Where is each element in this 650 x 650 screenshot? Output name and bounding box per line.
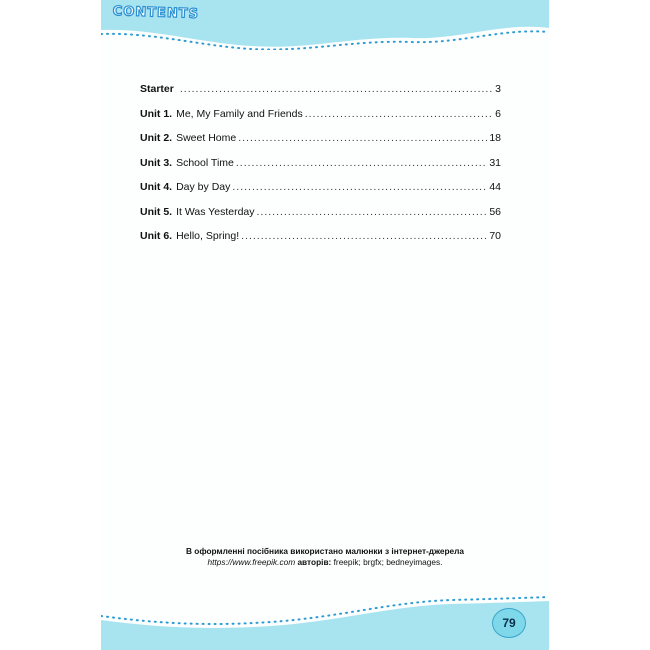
toc-row-starter[interactable]: [140, 77, 501, 102]
toc-page: 6: [495, 107, 501, 120]
credits-authors: freepik; brgfx; bedneyimages.: [333, 557, 443, 567]
contents-title: CONTENTS: [112, 4, 200, 23]
toc-title: Hello, Spring!: [176, 230, 240, 242]
footer-band: [101, 596, 549, 650]
toc-unit: Unit 1.: [140, 107, 173, 120]
toc-page: 3: [495, 83, 501, 95]
toc-unit: Unit 4.: [140, 181, 173, 193]
document-page: [101, 0, 549, 650]
leader-dots: [305, 102, 493, 127]
leader-dots: [232, 175, 487, 200]
toc-page: 70: [489, 230, 501, 242]
toc-unit: Unit 3.: [140, 156, 173, 169]
toc-title: It Was Yesterday: [176, 205, 255, 218]
toc-unit: Unit 5.: [140, 205, 173, 218]
toc-page: 18: [489, 132, 501, 144]
leader-dots: [180, 77, 493, 102]
leader-dots: [236, 151, 487, 176]
credits-url[interactable]: https://www.freepik.com: [207, 557, 296, 567]
toc-unit: Unit 2.: [140, 132, 173, 144]
toc-row-unit-1[interactable]: [140, 102, 501, 127]
table-of-contents: [140, 77, 501, 249]
toc-row-unit-4[interactable]: [140, 175, 501, 200]
toc-row-unit-5[interactable]: [140, 200, 501, 225]
credits-sources: [101, 557, 549, 568]
credits-authors-label: авторів:: [297, 557, 332, 567]
toc-title: Starter: [140, 83, 174, 95]
toc-title: Sweet Home: [176, 132, 237, 144]
credits-line: В оформленні посібника використано малюнки з інтернет-джерела: [185, 546, 465, 556]
toc-row-unit-6[interactable]: [140, 224, 501, 249]
toc-page: 31: [489, 156, 501, 169]
toc-page: 56: [489, 205, 501, 218]
toc-row-unit-3[interactable]: [140, 151, 501, 176]
image-credits: [101, 546, 549, 568]
page-number-badge: 79: [492, 608, 526, 638]
toc-row-unit-2[interactable]: [140, 126, 501, 151]
leader-dots: [238, 126, 487, 151]
toc-unit: Unit 6.: [140, 230, 173, 242]
toc-page: 44: [489, 181, 501, 193]
leader-dots: [241, 224, 487, 249]
toc-title: Me, My Family and Friends: [176, 107, 303, 120]
leader-dots: [257, 200, 488, 225]
toc-title: School Time: [176, 156, 234, 169]
toc-title: Day by Day: [176, 181, 231, 193]
